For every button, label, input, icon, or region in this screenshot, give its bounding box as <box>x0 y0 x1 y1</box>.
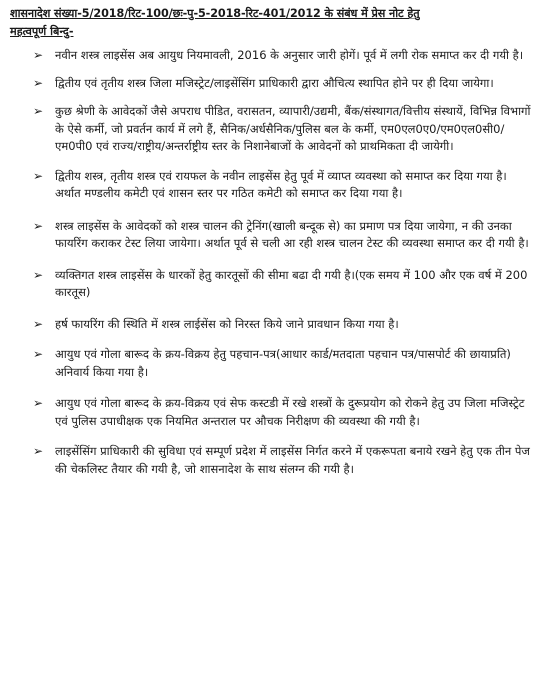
point-text: कुछ श्रेणी के आवेदकों जैसे अपराध पीडित, वरासतन, व्यापारी/उद्यमी, बैंक/संस्थागत/वित्तीय संस्थायें, विभिन्न विभागों के ऐसे कर्मी, जो प्रवर्तन कार्य में लगे हैं, सैनिक/अर्धसैनिक/पुलिस बल के कर्मी, एम0एल0ए0/एम0एल0सी0/एम0पी0 एवं राज्य/राष्ट्रीय/अन्तर्राष्ट्रीय स्तर के निशानेबाजों के आवेदनों को प्राथमिकता दी जायेगी। <box>55 104 531 153</box>
point-text: द्वितीय शस्त्र, तृतीय शस्त्र एवं रायफल के नवीन लाइसेंस हेतु पूर्व में व्याप्त व्यवस्था को समाप्त कर दिया गया है। अर्थात मण्डलीय कमेटी एवं शासन स्तर पर गठित कमेटी को समाप्त कर दिया गया है। <box>55 168 507 200</box>
list-item <box>10 267 538 302</box>
arrow-bullet-icon: ➢ <box>33 75 44 90</box>
document-header: शासनादेश संख्या-5/2018/रिट-100/छः-पु-5-2018-रिट-401/2012 के संबंध में प्रेस नोट हेतु <box>10 7 420 20</box>
arrow-bullet-icon: ➢ <box>33 267 44 282</box>
point-text: आयुध एवं गोला बारूद के क्रय-विक्रय एवं सेफ कस्टडी में रखे शस्त्रों के दुरूप्रयोग को रोकने हेतु उप जिला मजिस्ट्रेट एवं पुलिस उपाधीक्षक एक नियमित अन्तराल पर औचक निरीक्षण की व्यवस्था की गयी है। <box>55 396 525 428</box>
point-text: द्वितीय एवं तृतीय शस्त्र जिला मजिस्ट्रेट/लाइसेंसिंग प्राधिकारी द्वारा औचित्य स्थापित होने पर ही दिया जायेगा। <box>55 75 494 90</box>
point-text: आयुध एवं गोला बारूद के क्रय-विक्रय हेतु पहचान-पत्र(आधार कार्ड/मतदाता पहचान पत्र/पासपोर्ट की छायाप्रति) अनिवार्य किया गया है। <box>55 347 511 379</box>
arrow-bullet-icon: ➢ <box>33 48 44 62</box>
point-text: लाइसेंसिंग प्राधिकारी की सुविधा एवं सम्पूर्ण प्रदेश में लाइसेंस निर्गत करने में एकरूपता बनाये रखने हेतु एक तीन पेज की चेकलिस्ट तैयार की गयी है, जो शासनादेश के साथ संलग्न की गयी है। <box>55 444 530 476</box>
list-item <box>10 47 538 65</box>
list-item <box>10 346 538 381</box>
arrow-bullet-icon: ➢ <box>33 444 44 458</box>
list-item <box>10 443 538 478</box>
important-points-list <box>10 47 538 478</box>
list-item <box>10 218 538 253</box>
arrow-bullet-icon: ➢ <box>33 218 44 233</box>
point-text: शस्त्र लाइसेंस के आवेदकों को शस्त्र चालन की ट्रेनिंग(खाली बन्दूक से) का प्रमाण पत्र दिया जायेगा, न की उनका फायरिंग कराकर टेस्ट लिया जायेगा। अर्थात पूर्व से चली आ रही शस्त्र चालन टेस्ट की व्यवस्था समाप्त कर दी गयी है। <box>55 218 529 250</box>
list-item <box>10 75 538 93</box>
list-item <box>10 103 538 156</box>
list-item <box>10 316 538 334</box>
arrow-bullet-icon: ➢ <box>33 168 44 183</box>
arrow-bullet-icon: ➢ <box>33 104 44 118</box>
point-text: व्यक्तिगत शस्त्र लाइसेंस के धारकों हेतु कारतूसों की सीमा बढा दी गयी है।(एक समय में 100 और एक वर्ष में 200 कारतूस) <box>55 267 528 299</box>
point-text: हर्ष फायरिंग की स्थिति में शस्त्र लाईसेंस को निरस्त किये जाने प्रावधान किया गया है। <box>55 316 399 331</box>
arrow-bullet-icon: ➢ <box>33 347 44 361</box>
list-item <box>10 168 538 203</box>
arrow-bullet-icon: ➢ <box>33 316 44 331</box>
point-text: नवीन शस्त्र लाइसेंस अब आयुध नियमावली, 2016 के अनुसार जारी होगें। पूर्व में लगी रोक समाप्त कर दी गयी है। <box>55 48 524 62</box>
list-item <box>10 395 538 430</box>
important-points-heading: महत्वपूर्ण बिन्दु- <box>10 25 74 38</box>
arrow-bullet-icon: ➢ <box>33 396 44 410</box>
